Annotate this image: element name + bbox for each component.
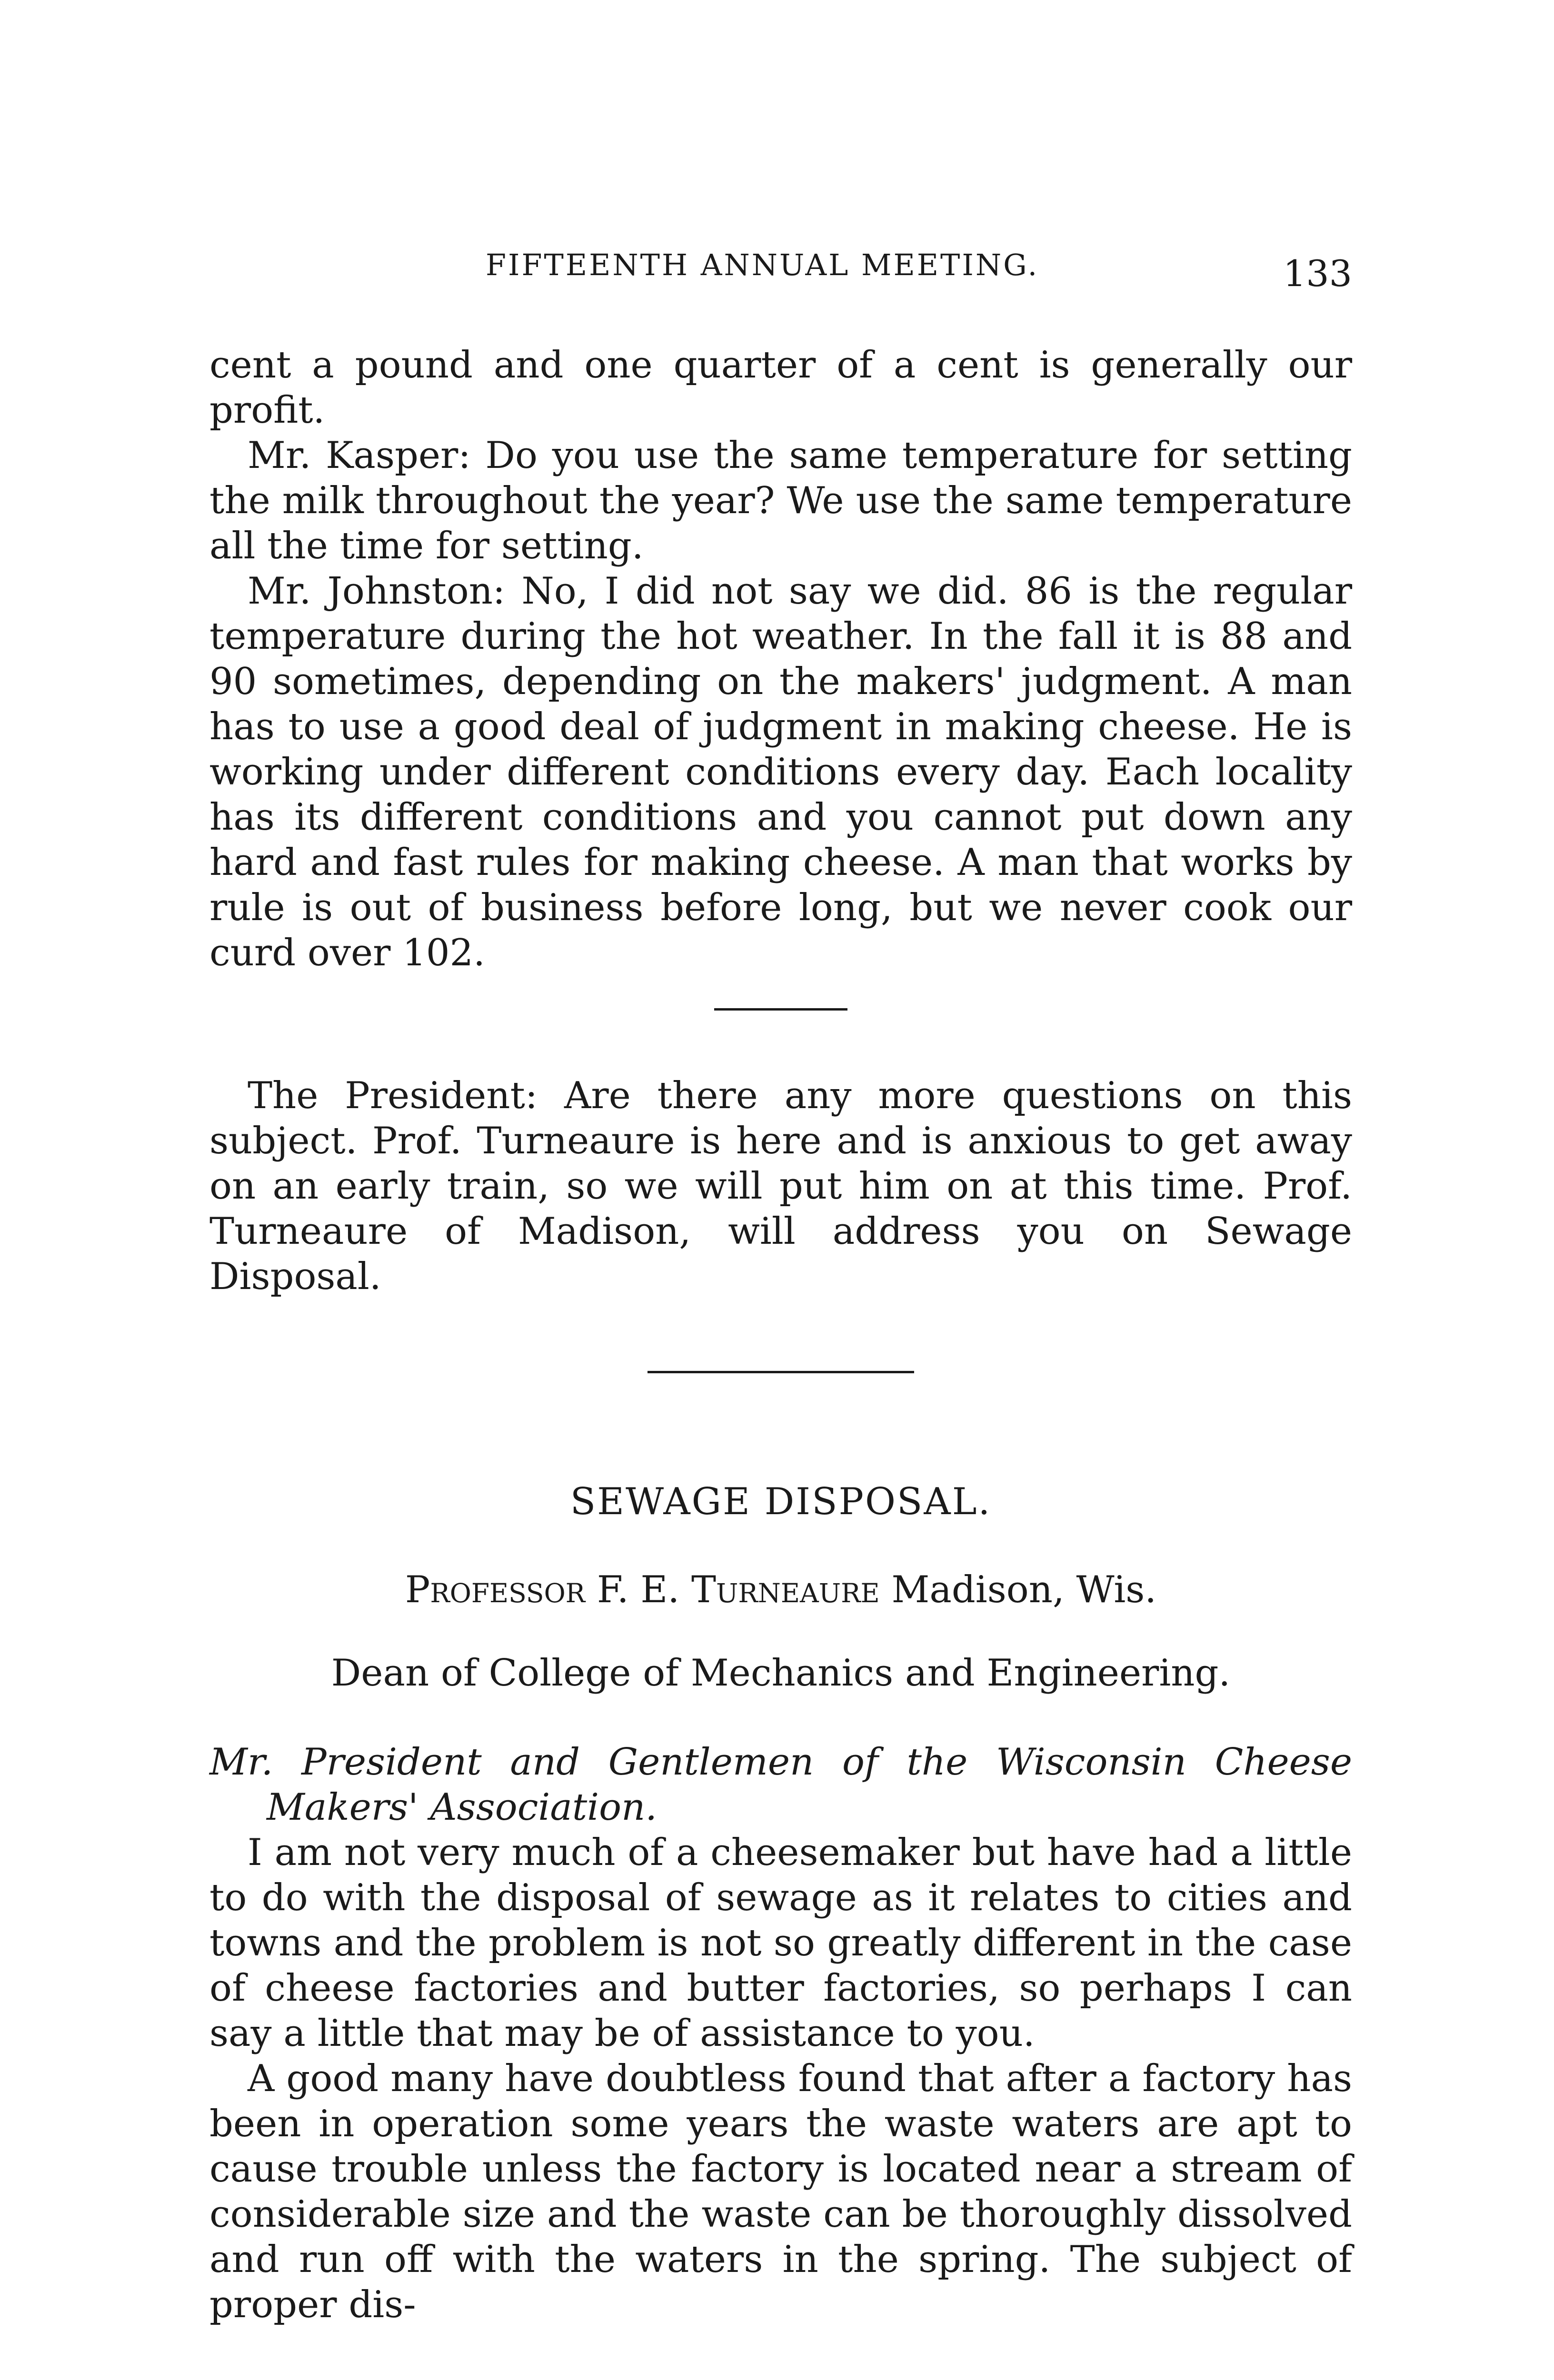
president-remark-block bbox=[209, 1073, 1352, 1299]
author-location: Madison, Wis. bbox=[891, 1568, 1157, 1611]
president-remark: The President: Are there any more questions on this subject. Prof. Turneaure is here and is anxious to get away on an early train, so we will put him on at this time. Prof. Turneaure of Madison, will address you on Sewage Disposal. bbox=[209, 1074, 1352, 1298]
short-divider bbox=[714, 1008, 847, 1011]
salutation: Mr. President and Gentlemen of the Wisconsin Cheese Makers' Association. bbox=[209, 1741, 1352, 1829]
page-number: 133 bbox=[1283, 252, 1352, 295]
author-affiliation: Dean of College of Mechanics and Engineering. bbox=[331, 1652, 1231, 1695]
author-line bbox=[209, 1568, 1352, 1611]
address-body bbox=[209, 1740, 1352, 2328]
running-head bbox=[209, 238, 1352, 295]
discussion-paragraph: Mr. Kasper: Do you use the same temperature for setting the milk throughout the year? We use the same temperature all the time for setting. bbox=[209, 434, 1352, 567]
section-title: SEWAGE DISPOSAL. bbox=[570, 1480, 992, 1523]
author-name: F. E. bbox=[597, 1568, 680, 1611]
discussion-paragraph: Mr. Johnston: No, I did not say we did. 86 is the regular temperature during the hot weather. In the fall it is 88 and 90 sometimes, depending on the makers' judgment. A man has to use a good deal of judgment in making cheese. He is working under different conditions every day. Each locality has its different conditions and you cannot put down any hard and fast rules for making cheese. A man that works by rule is out of business before long, but we never cook our curd over 102. bbox=[209, 570, 1352, 974]
running-title: FIFTEENTH ANNUAL MEETING. bbox=[486, 248, 1039, 282]
body-paragraph: I am not very much of a cheesemaker but have had a little to do with the disposal of sewage as it relates to cities and towns and the problem is not so greatly different in the case of cheese factories and butter factories, so perhaps I can say a little that may be of assistance to you. bbox=[209, 1831, 1352, 2055]
discussion-block bbox=[209, 343, 1352, 976]
author-title: Professor bbox=[405, 1568, 586, 1611]
body-paragraph: A good many have doubtless found that after a factory has been in operation some years the waste waters are apt to cause trouble unless the factory is located near a stream of considerable size and the waste can be thoroughly dissolved and run off with the waters in the spring. The subject of proper dis- bbox=[209, 2057, 1352, 2326]
author-surname: Turneaure bbox=[691, 1568, 880, 1611]
discussion-paragraph: cent a pound and one quarter of a cent is generally our profit. bbox=[209, 344, 1352, 432]
section-divider bbox=[648, 1371, 914, 1373]
